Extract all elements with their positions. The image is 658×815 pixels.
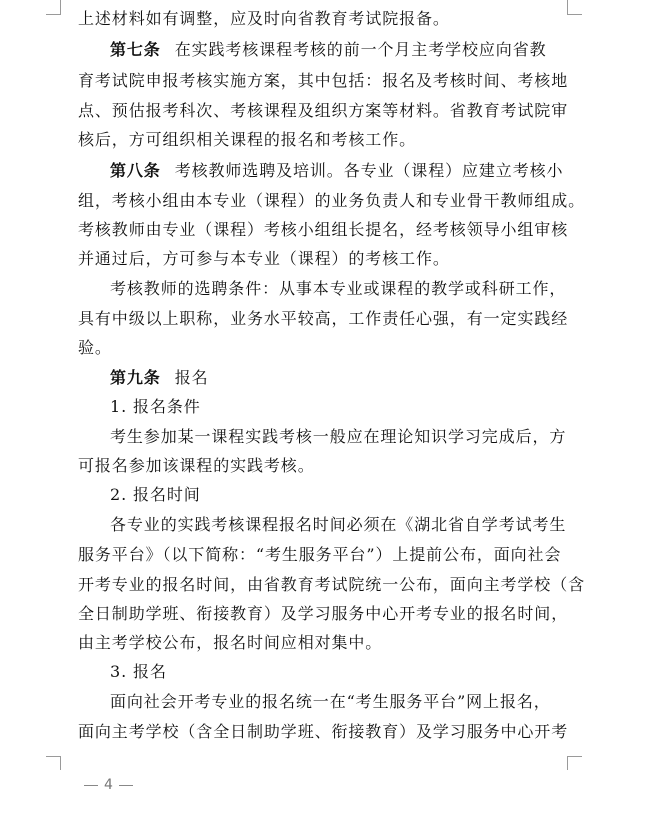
text-line-15: 考生参加某一课程实践考核一般应在理论知识学习完成后，方 [110,427,567,446]
text-line-11: 具有中级以上职称，业务水平较高，工作责任心强，有一定实践经 [78,309,569,328]
crop-mark-bottom-right-h [567,756,582,757]
page-number-dash-right [119,785,133,786]
page-number: 4 [104,777,113,793]
section-heading-1: 1. 报名条件 [110,397,201,416]
crop-mark-bottom-right [567,756,568,770]
article-9-line: 第九条 报名 [110,368,209,387]
text-line-16: 可报名参加该课程的实践考核。 [78,456,315,475]
article-7-line: 第七条 在实践考核课程考核的前一个月主考学校应向省教 [110,40,547,59]
text-line-25: 面向主考学校（含全日制助学班、衔接教育）及学习服务中心开考 [78,722,569,741]
text-line-18: 各专业的实践考核课程报名时间必须在《湖北省自学考试考生 [110,515,567,534]
page-footer [78,775,139,795]
text-line-3: 育考试院申报考核实施方案，其中包括：报名及考核时间、考核地 [78,71,569,90]
text-line-19: 服务平台》（以下简称：“考生服务平台”）上提前公布，面向社会 [78,545,562,564]
text-line-7: 组，考核小组由本专业（课程）的业务负责人和专业骨干教师组成。 [78,191,586,210]
section-heading-2: 2. 报名时间 [110,485,201,504]
text-line-12: 验。 [78,338,112,357]
text-line-9: 并通过后，方可参与本专业（课程）的考核工作。 [78,249,450,268]
text-line-21: 全日制助学班、衔接教育）及学习服务中心开考专业的报名时间， [78,604,569,623]
article-8-title: 第八条 [110,161,161,180]
section-heading-3: 3. 报名 [110,662,167,681]
text-line-5: 核后，方可组织相关课程的报名和考核工作。 [78,130,417,149]
text-line-22: 由主考学校公布，报名时间应相对集中。 [78,633,383,652]
article-7-title: 第七条 [110,40,161,59]
text-line-8: 考核教师由专业（课程）考核小组组长提名，经考核领导小组审核 [78,220,569,239]
crop-mark-top-right [567,0,568,14]
crop-mark-bottom-left [60,756,61,770]
text-line-1: 上述材料如有调整，应及时向省教育考试院报备。 [78,9,450,28]
article-9-title: 第九条 [110,368,161,387]
crop-mark-top-left-h [46,14,61,15]
crop-mark-top-right-h [567,14,582,15]
text-line-4: 点、预估报考科次、考核课程及组织方案等材料。省教育考试院审 [78,101,569,120]
page-number-dash-left [84,785,98,786]
crop-mark-bottom-left-h [46,756,61,757]
crop-mark-top-left [60,0,61,14]
article-8-line: 第八条 考核教师选聘及培训。各专业（课程）应建立考核小 [110,161,564,180]
text-line-24: 面向社会开考专业的报名统一在“考生服务平台”网上报名， [110,692,551,711]
text-line-10: 考核教师的选聘条件：从事本专业或课程的教学或科研工作， [110,279,567,298]
text-line-20: 开考专业的报名时间，由省教育考试院统一公布，面向主考学校（含 [78,575,586,594]
